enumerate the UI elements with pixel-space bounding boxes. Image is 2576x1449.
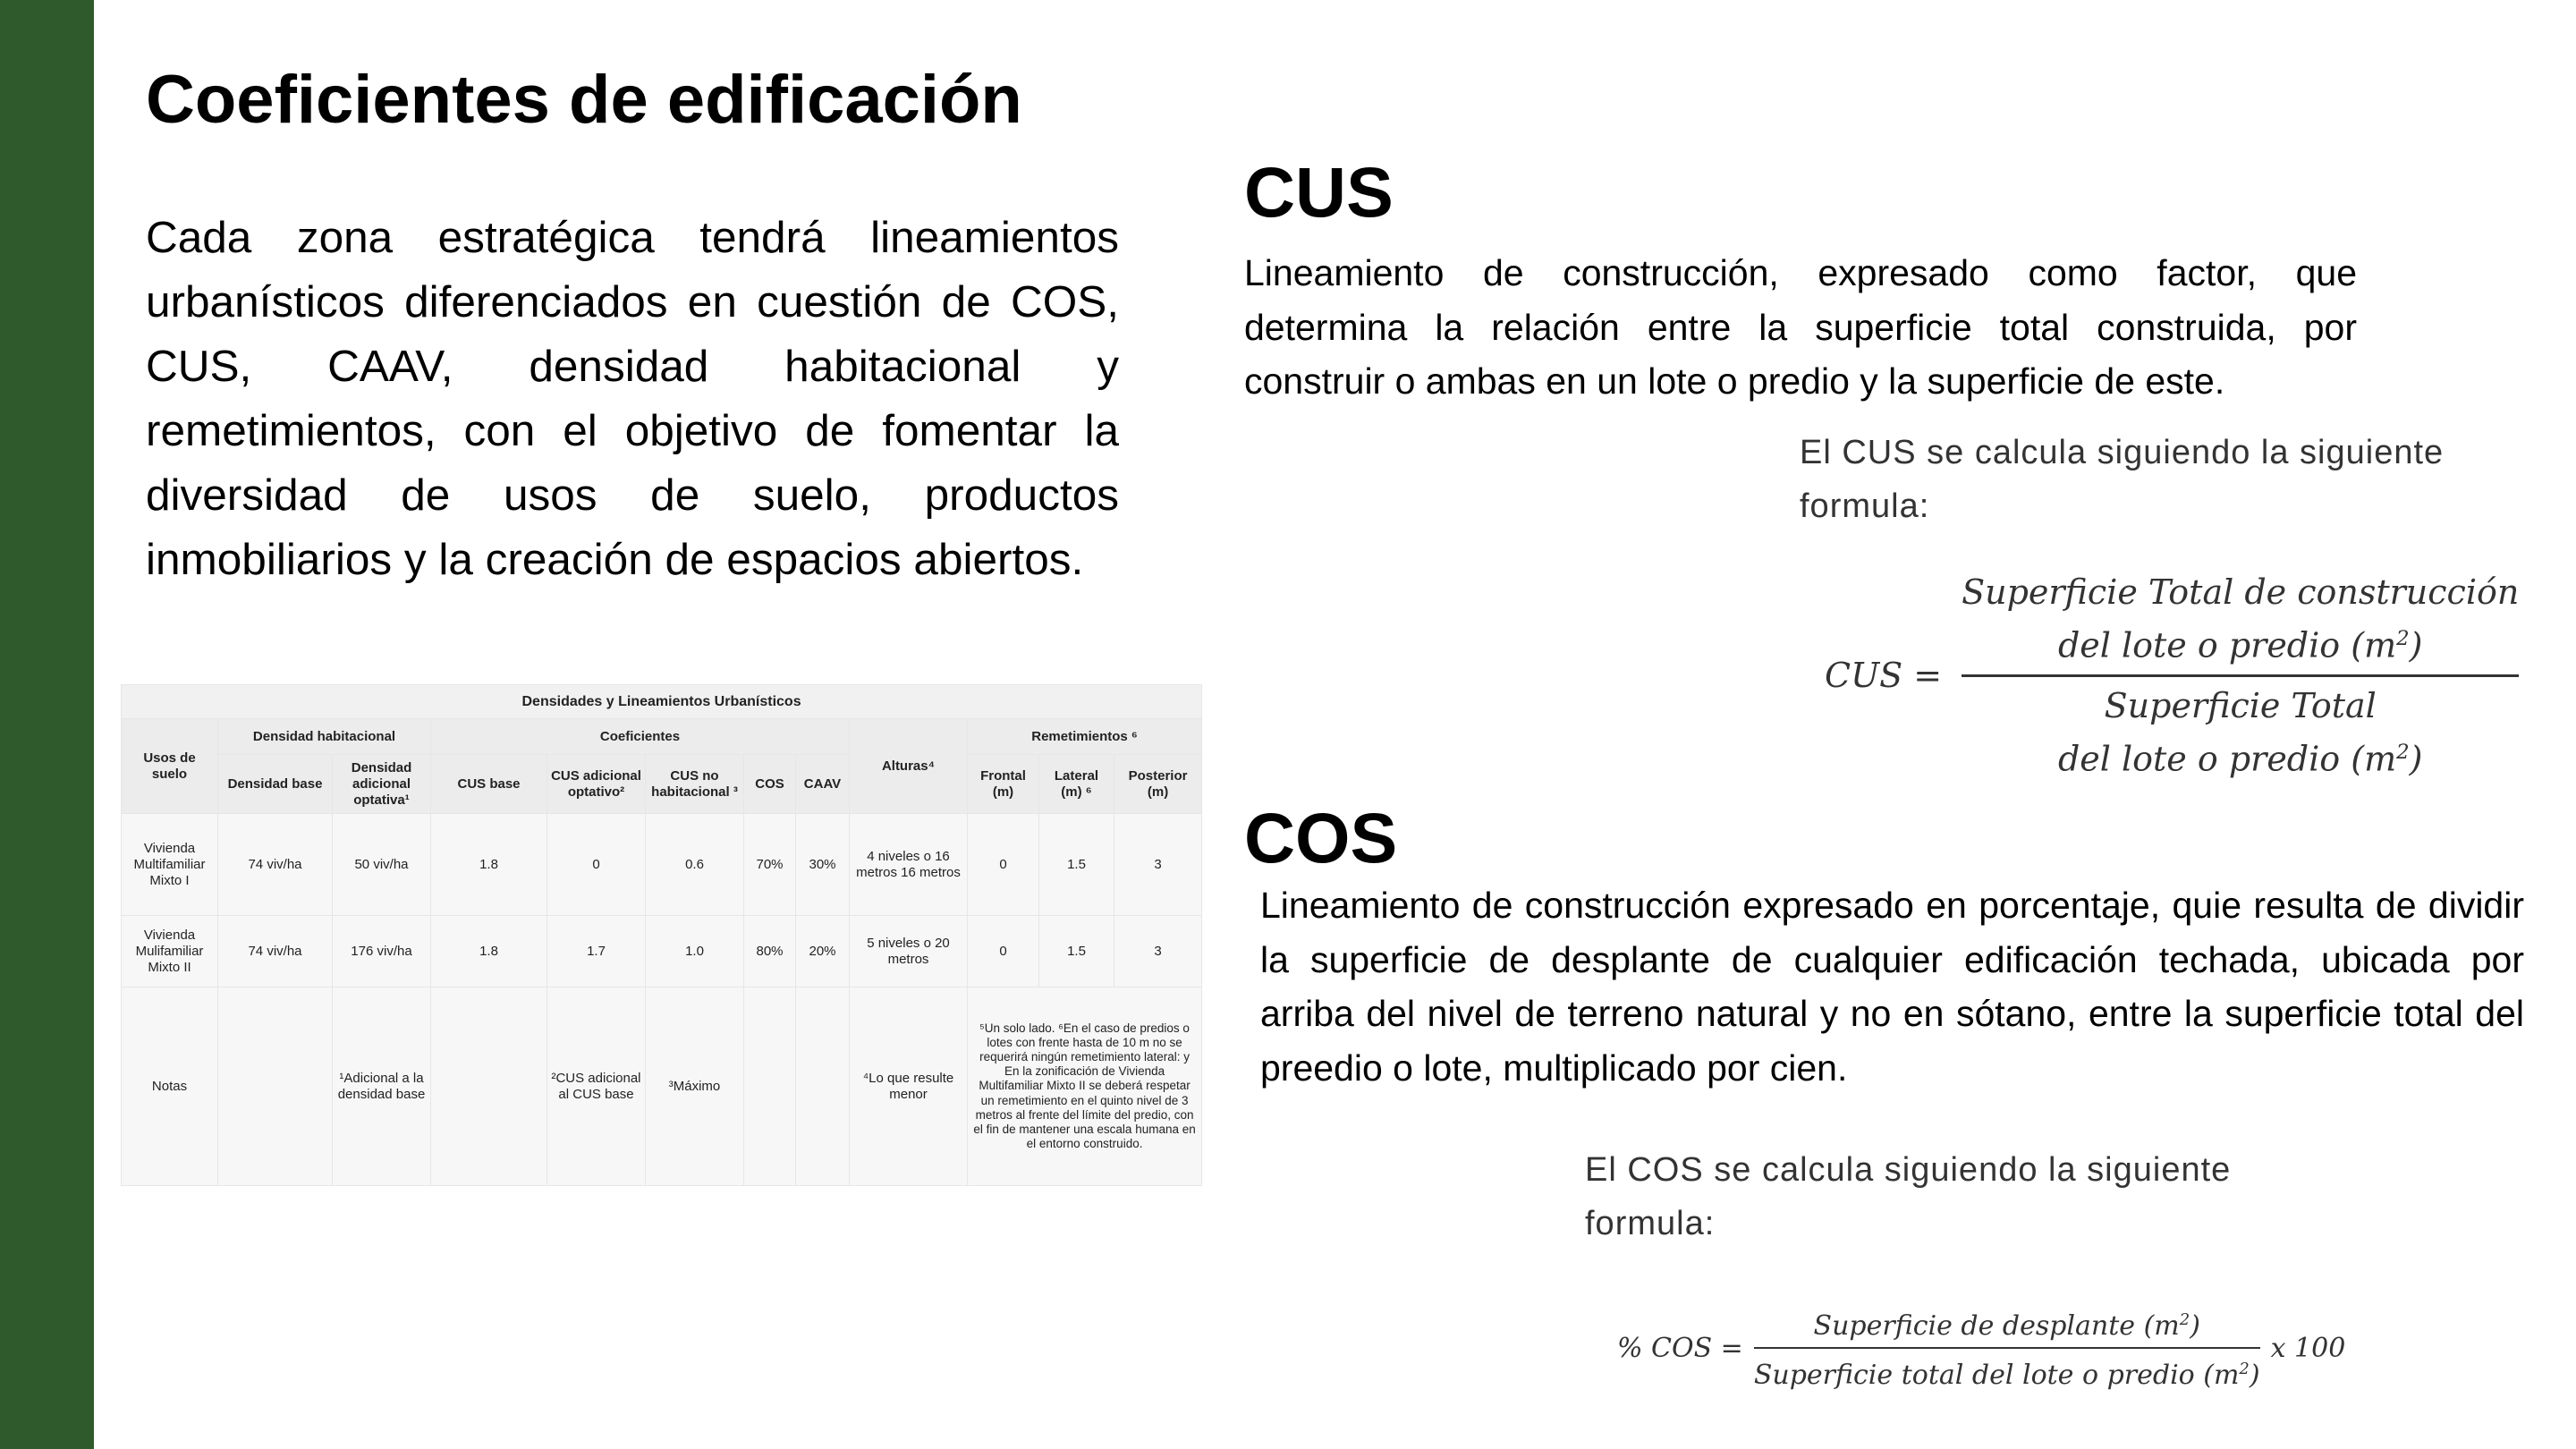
accent-sidebar [0,0,94,1449]
cus-numerator-line2: del lote o predio (m [2057,625,2397,665]
table-cell: 1.8 [431,916,547,987]
table-cell: 30% [796,814,850,916]
note-4: ⁴Lo que resulte menor [850,987,968,1186]
cos-heading: COS [1244,798,1398,877]
col-header: Lateral (m) ⁶ [1039,755,1114,814]
table-cell: 1.7 [547,916,646,987]
table-cell: Vivienda Mulifamiliar Mixto II [122,916,218,987]
cus-formula [1825,569,2519,782]
cos-fraction-bar [1754,1347,2260,1349]
col-header: CUS adicional optativo² [547,755,646,814]
cus-calc-line2: formula: [1800,487,1930,525]
cus-denominator-line2: del lote o predio (m [2057,739,2397,779]
table-cell: 176 viv/ha [333,916,431,987]
note-1: ¹Adicional a la densidad base [333,987,431,1186]
cos-formula [1617,1302,2345,1394]
cus-numerator-line1: Superficie Total de construcción [1962,572,2520,612]
col-header: CUS base [431,755,547,814]
cus-calc-line1: El CUS se calcula siguiendo la siguiente [1800,434,2445,471]
density-table [121,684,1202,1186]
table-cell: 1.0 [646,916,744,987]
table-cell: 20% [796,916,850,987]
note-5: ⁵Un solo lado. ⁶En el caso de predios o lotes con frente hasta de 10 m no se requerirá ningún remetimiento lateral: y En la zonificación de Vivienda Multifamiliar Mixto II se deberá respetar un remetimiento en el quinto nivel de 3 metros al frente del límite del predio, con el fin de mantener una escala humana en el entorno construido. [968,987,1202,1186]
note-3: ³Máximo [646,987,744,1186]
table-cell: 70% [744,814,796,916]
col-header: CUS no habitacional ³ [646,755,744,814]
cos-formula-rhs: x 100 [2270,1332,2346,1364]
cus-close: ) [2409,739,2423,779]
cus-exp: 2 [2396,627,2410,650]
cos-close: ) [2190,1310,2200,1342]
table-row [122,916,1202,987]
table-cell: 74 viv/ha [218,814,333,916]
cos-calc-text [1585,1143,2231,1250]
header-alturas: Alturas⁴ [850,719,968,814]
col-header: Densidad adicional optativa¹ [333,755,431,814]
cus-calc-text [1800,426,2444,533]
cus-definition: Lineamiento de construcción, expresado como factor, que determina la relación entre la superficie total construida, por construir o ambas en un lote o predio y la superficie de este. [1244,252,2357,402]
cos-exp: 2 [2179,1310,2190,1329]
notes-label: Notas [122,987,218,1186]
cus-close: ) [2409,625,2423,665]
cus-exp: 2 [2396,740,2410,764]
col-header: CAAV [796,755,850,814]
header-remetimientos: Remetimientos ⁶ [968,719,1202,755]
table-cell: 0.6 [646,814,744,916]
table-row [122,814,1202,916]
cos-close: ) [2249,1360,2260,1391]
cus-fraction-bar [1962,674,2519,677]
cos-formula-lhs: % COS = [1617,1332,1743,1364]
table-cell: 1.5 [1039,814,1114,916]
col-header: Densidad base [218,755,333,814]
cos-calc-line2: formula: [1585,1205,1716,1242]
cus-denominator-line1: Superficie Total [2104,685,2377,725]
cos-denominator: Superficie total del lote o predio (m [1753,1360,2240,1391]
table-cell: 1.5 [1039,916,1114,987]
table-cell: 0 [968,916,1039,987]
table-cell: Vivienda Multifamiliar Mixto I [122,814,218,916]
cus-heading: CUS [1244,152,1394,232]
intro-paragraph: Cada zona estratégica tendrá lineamientos urbanísticos diferenciados en cuestión de COS, CUS, CAAV, densidad habitacional y remetimientos, con el objetivo de fomentar la diversidad de usos de suelo, productos inmobiliarios y la creación de espacios abiertos. [146,213,1119,584]
table-caption: Densidades y Lineamientos Urbanísticos [122,685,1202,719]
table-cell: 1.8 [431,814,547,916]
cos-definition: Lineamiento de construcción expresado en porcentaje, quie resulta de dividir la superficie de desplante de cualquier edificación techada, ubicada por arriba del nivel de terreno natural y no en sótano, entre la superficie total del preedio o lote, multiplicado por cien. [1260,885,2524,1089]
col-header: COS [744,755,796,814]
table-cell: 3 [1114,916,1202,987]
header-densidad: Densidad habitacional [218,719,431,755]
header-coeficientes: Coeficientes [431,719,850,755]
table-cell: 80% [744,916,796,987]
table-cell: 4 niveles o 16 metros 16 metros [850,814,968,916]
table-notes-row [122,987,1202,1186]
density-table-image [121,684,1201,1185]
header-usos: Usos de suelo [122,719,218,814]
table-cell: 3 [1114,814,1202,916]
table-cell: 74 viv/ha [218,916,333,987]
cos-numerator: Superficie de desplante (m [1813,1310,2180,1342]
slide-title: Coeficientes de edificación [146,62,1022,138]
table-cell: 0 [968,814,1039,916]
table-cell: 0 [547,814,646,916]
table-cell: 50 viv/ha [333,814,431,916]
note-2: ²CUS adicional al CUS base [547,987,646,1186]
cos-calc-line1: El COS se calcula siguiendo la siguiente [1585,1151,2232,1189]
col-header: Frontal (m) [968,755,1039,814]
cos-exp: 2 [2239,1360,2250,1378]
col-header: Posterior (m) [1114,755,1202,814]
cus-formula-lhs: CUS = [1825,656,1943,696]
table-cell: 5 niveles o 20 metros [850,916,968,987]
